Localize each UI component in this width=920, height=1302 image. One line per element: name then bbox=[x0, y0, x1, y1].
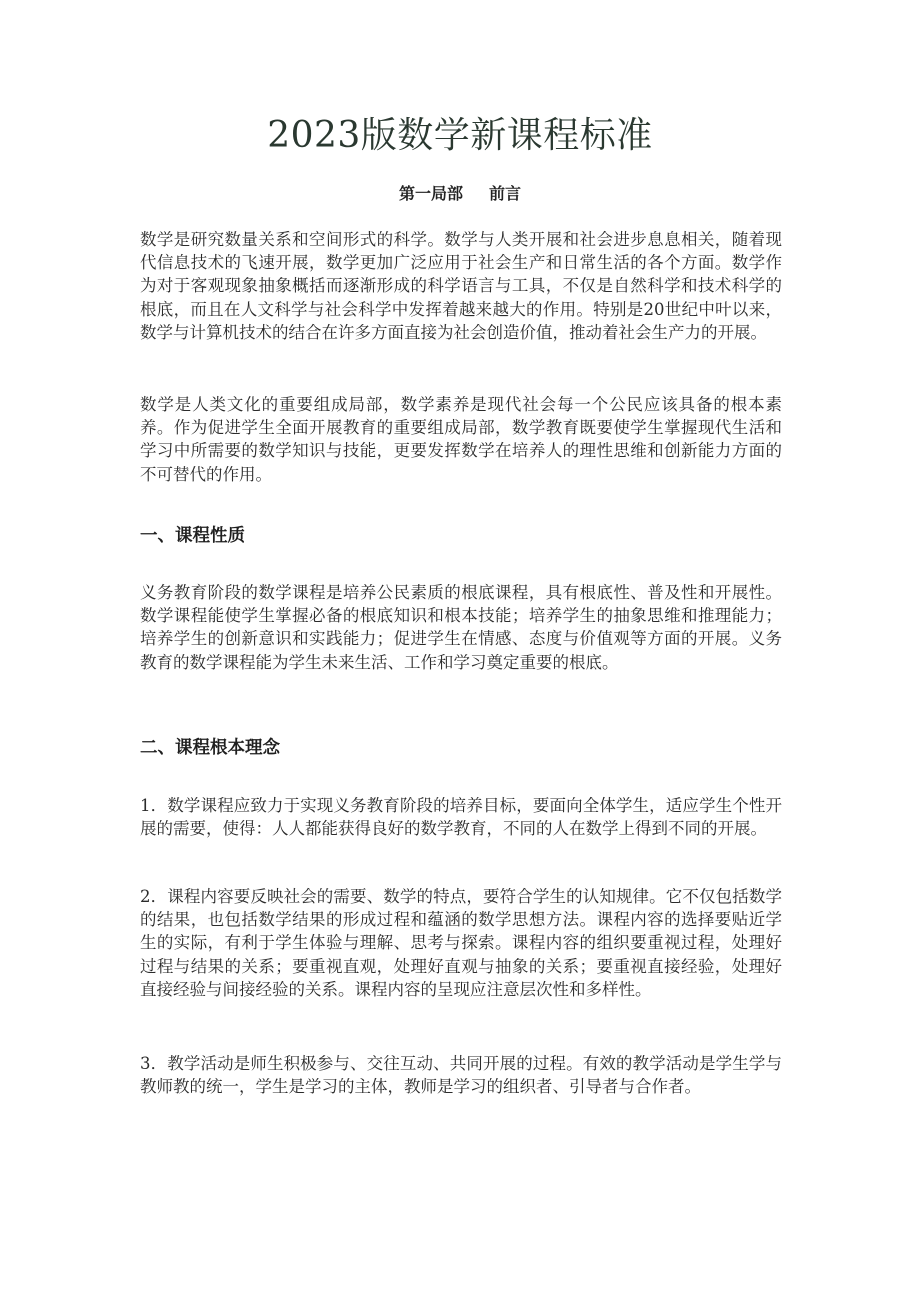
philosophy-item-1: 1．数学课程应致力于实现义务教育阶段的培养目标，要面向全体学生，适应学生个性开展的需要，使得：人人都能获得良好的数学教育，不同的人在数学上得到不同的开展。 bbox=[140, 796, 782, 839]
section-heading-nature: 一、课程性质 bbox=[140, 526, 245, 546]
intro-paragraph-2: 数学是人类文化的重要组成局部，数学素养是现代社会每一个公民应该具备的根本素养。作为促进学生全面开展教育的重要组成局部，数学教育既要使学生掌握现代生活和学习中所需要的数学知识与技能，更要发挥数学在培养人的理性思维和创新能力方面的不可替代的作用。 bbox=[140, 395, 782, 484]
philosophy-item-2: 2．课程内容要反映社会的需要、数学的特点，要符合学生的认知规律。它不仅包括数学的结果，也包括数学结果的形成过程和蕴涵的数学思想方法。课程内容的选择要贴近学生的实际，有利于学生体验与理解、思考与探索。课程内容的组织要重视过程，处理好过程与结果的关系；要重视直观，处理好直观与抽象的关系；要重视直接经验，处理好直接经验与间接经验的关系。课程内容的呈现应注意层次性和多样性。 bbox=[140, 887, 782, 999]
part-label: 第一局部 bbox=[398, 184, 463, 203]
section-nature-paragraph: 义务教育阶段的数学课程是培养公民素质的根底课程，具有根底性、普及性和开展性。数学课程能使学生掌握必备的根底知识和根本技能；培养学生的抽象思维和推理能力；培养学生的创新意识和实践能力；促进学生在情感、态度与价值观等方面的开展。义务教育的数学课程能为学生未来生活、工作和学习奠定重要的根底。 bbox=[140, 583, 782, 672]
part-heading bbox=[0, 181, 920, 207]
philosophy-item-3: 3．教学活动是师生积极参与、交往互动、共同开展的过程。有效的教学活动是学生学与教师教的统一，学生是学习的主体，教师是学习的组织者、引导者与合作者。 bbox=[140, 1054, 782, 1097]
part-name: 前言 bbox=[489, 184, 522, 203]
document-title: 2023版数学新课程标准 bbox=[267, 115, 653, 156]
intro-paragraph-1: 数学是研究数量关系和空间形式的科学。数学与人类开展和社会进步息息相关，随着现代信息技术的飞速开展，数学更加广泛应用于社会生产和日常生活的各个方面。数学作为对于客观现象抽象概括而逐渐形成的科学语言与工具，不仅是自然科学和技术科学的根底，而且在人文科学与社会科学中发挥着越来越大的作用。特别是20世纪中叶以来，数学与计算机技术的结合在许多方面直接为社会创造价值，推动着社会生产力的开展。 bbox=[140, 230, 782, 342]
section-heading-philosophy: 二、课程根本理念 bbox=[140, 738, 280, 758]
